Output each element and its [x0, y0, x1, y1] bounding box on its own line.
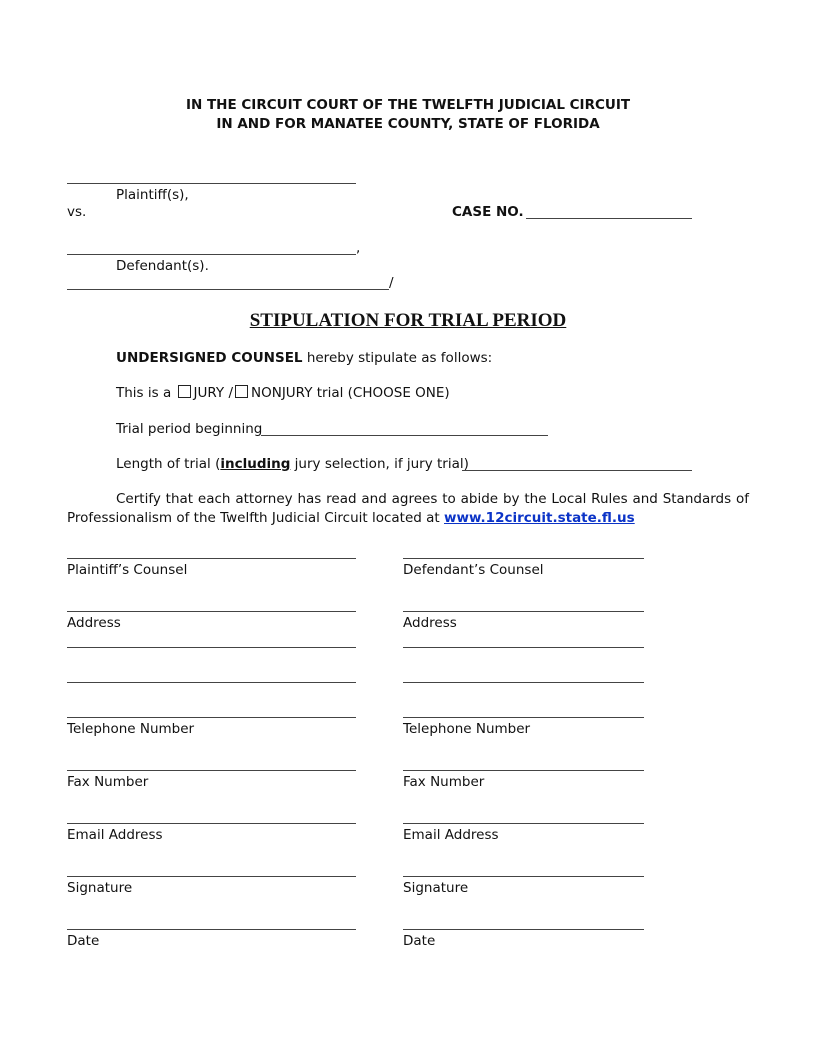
defendant-date-label: Date: [403, 933, 436, 949]
defendant-address-label: Address: [403, 615, 457, 631]
defendant-address-line-3[interactable]: [403, 682, 644, 683]
defendant-signature-label: Signature: [403, 880, 469, 896]
defendant-email-label: Email Address: [403, 827, 499, 843]
length-bold: including: [220, 456, 291, 472]
defendant-name-line[interactable]: [67, 254, 356, 255]
plaintiff-label: Plaintiff(s),: [116, 187, 189, 203]
trial-period-line[interactable]: [261, 435, 548, 436]
defendant-counsel-line[interactable]: [403, 558, 644, 559]
jury-option-label: JURY /: [193, 385, 233, 401]
defendant-comma: ,: [356, 240, 361, 256]
certify-paragraph: [67, 490, 749, 528]
plaintiff-fax-line[interactable]: [67, 770, 356, 771]
plaintiff-telephone-line[interactable]: [67, 717, 356, 718]
defendant-fax-line[interactable]: [403, 770, 644, 771]
plaintiff-address-line-2[interactable]: [67, 647, 356, 648]
intro-paragraph: [116, 350, 492, 366]
length-of-trial-line[interactable]: [462, 470, 692, 471]
trial-type-row: [116, 385, 450, 401]
plaintiff-email-line[interactable]: [67, 823, 356, 824]
circuit-website-link[interactable]: www.12circuit.state.fl.us: [444, 510, 635, 526]
defendant-telephone-label: Telephone Number: [403, 721, 531, 737]
plaintiff-date-line[interactable]: [67, 929, 356, 930]
plaintiff-date-label: Date: [67, 933, 100, 949]
jury-checkbox[interactable]: [178, 385, 191, 398]
defendant-date-line[interactable]: [403, 929, 644, 930]
case-no-line[interactable]: [526, 218, 692, 219]
plaintiff-signature-label: Signature: [67, 880, 133, 896]
court-header-line-1: IN THE CIRCUIT COURT OF THE TWELFTH JUDICIAL CIRCUIT: [185, 97, 631, 113]
defendant-counsel-label: Defendant’s Counsel: [403, 562, 544, 578]
plaintiff-address-label: Address: [67, 615, 121, 631]
length-prefix: Length of trial (: [116, 456, 221, 472]
plaintiff-counsel-label: Plaintiff’s Counsel: [67, 562, 188, 578]
defendant-fax-label: Fax Number: [403, 774, 485, 790]
plaintiff-counsel-line[interactable]: [67, 558, 356, 559]
case-no-label: CASE NO.: [452, 204, 524, 220]
intro-bold: UNDERSIGNED COUNSEL: [116, 350, 303, 366]
defendant-label: Defendant(s).: [116, 258, 209, 274]
caption-slash: /: [389, 275, 394, 291]
defendant-telephone-line[interactable]: [403, 717, 644, 718]
defendant-email-line[interactable]: [403, 823, 644, 824]
plaintiff-signature-line[interactable]: [67, 876, 356, 877]
court-header-line-2: IN AND FOR MANATEE COUNTY, STATE OF FLORIDA: [216, 116, 600, 132]
plaintiff-email-label: Email Address: [67, 827, 163, 843]
nonjury-option-label: NONJURY trial (CHOOSE ONE): [251, 385, 450, 401]
defendant-address-line-1[interactable]: [403, 611, 644, 612]
vs-label: vs.: [67, 204, 87, 220]
caption-closing-line: [67, 289, 389, 290]
trial-period-label: Trial period beginning: [116, 421, 263, 437]
plaintiff-fax-label: Fax Number: [67, 774, 149, 790]
length-of-trial-label: [116, 456, 469, 472]
plaintiff-address-line-1[interactable]: [67, 611, 356, 612]
defendant-signature-line[interactable]: [403, 876, 644, 877]
plaintiff-address-line-3[interactable]: [67, 682, 356, 683]
nonjury-checkbox[interactable]: [235, 385, 248, 398]
intro-text: hereby stipulate as follows:: [302, 350, 493, 366]
certify-text: Certify that each attorney has read and agrees to abide by the Local Rules and Standards of Professionalism of the Twelfth Judicial Circuit located at: [67, 491, 749, 526]
plaintiff-name-line[interactable]: [67, 183, 356, 184]
plaintiff-telephone-label: Telephone Number: [67, 721, 195, 737]
length-suffix: jury selection, if jury trial): [290, 456, 469, 472]
defendant-address-line-2[interactable]: [403, 647, 644, 648]
document-title: STIPULATION FOR TRIAL PERIOD: [249, 310, 567, 331]
trial-type-prefix: This is a: [116, 385, 176, 401]
